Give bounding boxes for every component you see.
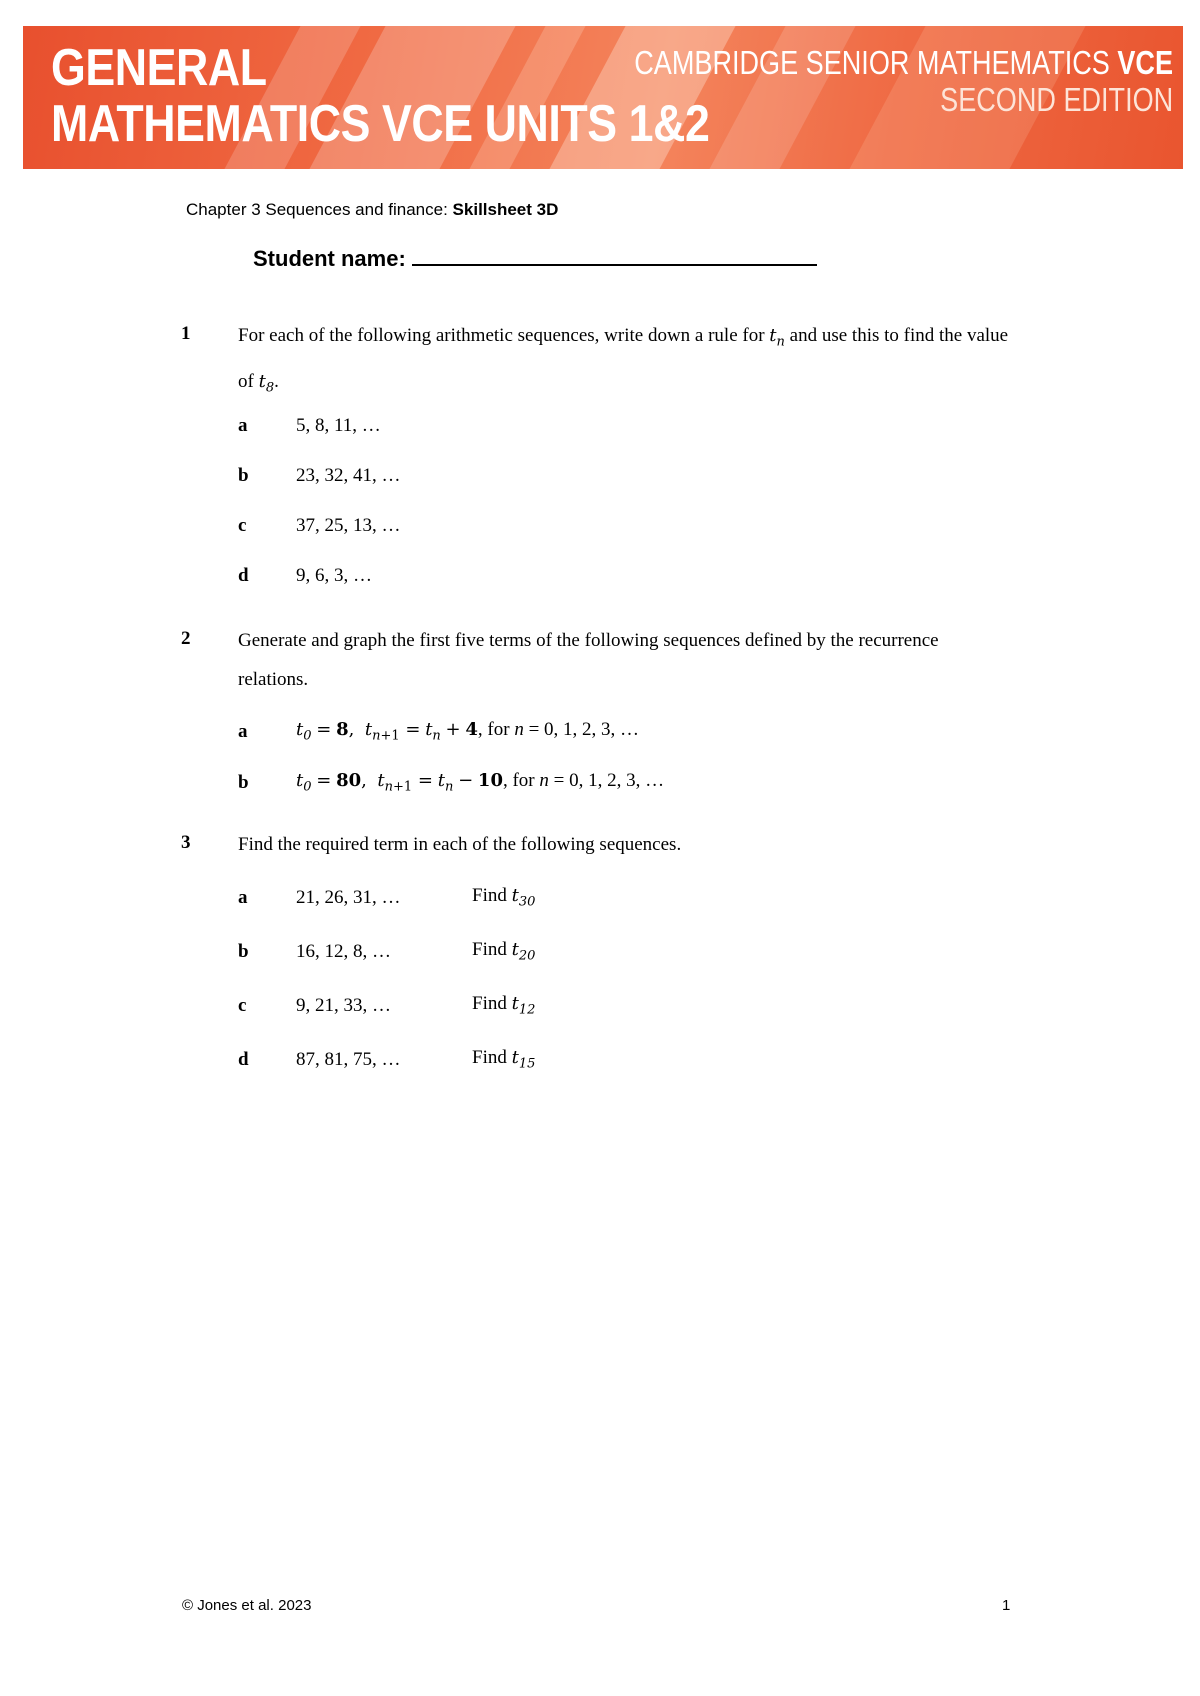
part-label: a <box>238 887 248 908</box>
sequence: 5, 8, 11, … <box>296 415 381 436</box>
sequence: 9, 6, 3, … <box>296 565 372 586</box>
part-label: a <box>238 415 248 436</box>
part-label: b <box>238 465 249 486</box>
banner-series <box>634 44 1173 81</box>
part-label: b <box>238 772 249 793</box>
find-term: Find $t_{12}$ <box>472 993 536 1018</box>
question-text: For each of the following arithmetic sequences, write down a rule for $t_n$ and use this to find the value of $t_8$. <box>238 325 1009 396</box>
question-text: Find the required term in each of the following sequences. <box>238 834 682 855</box>
math-variable: $t_8$ <box>258 370 275 396</box>
sequence: 37, 25, 13, … <box>296 515 401 536</box>
question-text: Generate and graph the first five terms of the following sequences defined by the recurrence relations. <box>238 630 939 690</box>
sequence: 16, 12, 8, … <box>296 941 391 962</box>
find-term: Find $t_{15}$ <box>472 1047 536 1072</box>
part-label: d <box>238 1049 249 1070</box>
part-label: c <box>238 515 247 536</box>
copyright: © Jones et al. 2023 <box>182 1597 312 1614</box>
student-name-field[interactable] <box>253 244 817 272</box>
sequence: 21, 26, 31, … <box>296 887 401 908</box>
part-label: a <box>238 721 248 742</box>
banner-title <box>51 40 709 152</box>
series-prefix: CAMBRIDGE SENIOR MATHEMATICS <box>634 44 1118 81</box>
question-number: 2 <box>181 628 191 649</box>
student-name-line[interactable] <box>412 244 817 266</box>
student-name-label: Student name: <box>253 246 406 271</box>
math-variable: $t_n$ <box>769 325 785 350</box>
chapter-title: Chapter 3 Sequences and finance: <box>186 200 448 219</box>
banner-title-line1: GENERAL <box>51 39 267 97</box>
sequence: 87, 81, 75, … <box>296 1049 401 1070</box>
chapter-heading <box>186 200 558 220</box>
sequence: 23, 32, 41, … <box>296 465 401 486</box>
find-term: Find $t_{30}$ <box>472 885 536 910</box>
part-label: d <box>238 565 249 586</box>
banner-edition: SECOND EDITION <box>939 81 1173 118</box>
banner-title-line2: MATHEMATICS VCE UNITS 1&2 <box>51 95 710 153</box>
part-label: c <box>238 995 247 1016</box>
question-number: 3 <box>181 832 191 853</box>
question-number: 1 <box>181 323 191 344</box>
sequence: 9, 21, 33, … <box>296 995 391 1016</box>
page-number: 1 <box>1002 1597 1011 1614</box>
recurrence-relation: $t_0 = 8$, $t_{n+1} = t_n + 4$, for n = 0, 1, 2, 3, … <box>296 719 640 744</box>
part-label: b <box>238 941 249 962</box>
recurrence-relation: $t_0 = 80$, $t_{n+1} = t_n - 10$, for n = 0, 1, 2, 3, … <box>296 770 665 795</box>
header-banner <box>23 26 1183 169</box>
skillsheet-title: Skillsheet 3D <box>452 200 559 219</box>
series-suffix: VCE <box>1117 44 1173 81</box>
find-term: Find $t_{20}$ <box>472 939 536 964</box>
